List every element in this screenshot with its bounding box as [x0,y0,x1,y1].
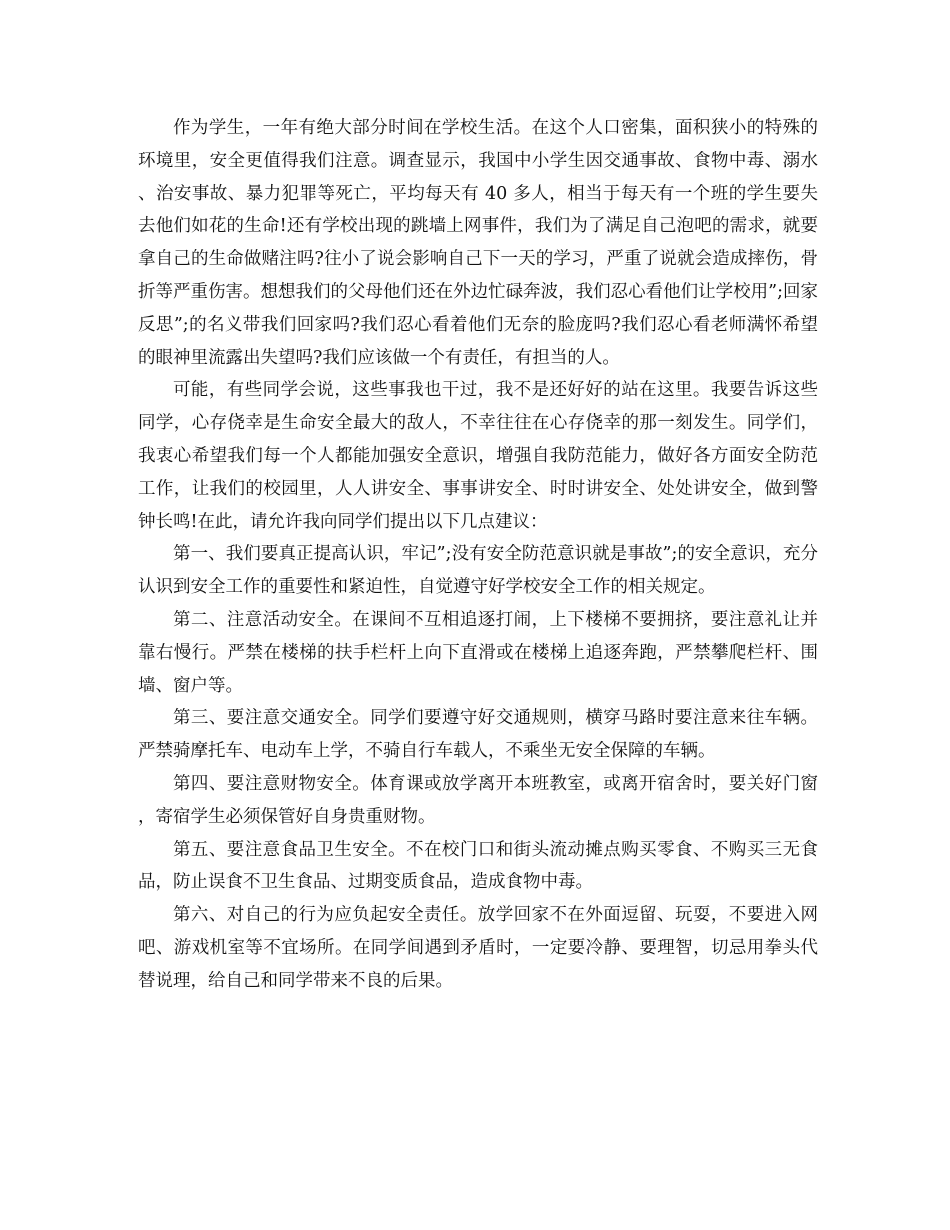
paragraph-7: 第五、要注意食品卫生安全。不在校门口和街头流动摊点购买零食、不购买三无食品，防止误食不卫生食品、过期变质食品，造成食物中毒。 [138,839,818,893]
paragraph-4: 第二、注意活动安全。在课间不互相追逐打闹，上下楼梯不要拥挤，要注意礼让并靠右慢行。严禁在楼梯的扶手栏杆上向下直滑或在楼梯上追逐奔跑，严禁攀爬栏杆、围墙、窗户等。 [138,609,818,696]
paragraph-8: 第六、对自己的行为应负起安全责任。放学回家不在外面逗留、玩耍，不要进入网吧、游戏机室等不宜场所。在同学间遇到矛盾时，一定要冷静、要理智，切忌用拳头代替说理，给自己和同学带来不良的后果。 [138,905,818,991]
paragraph-6: 第四、要注意财物安全。体育课或放学离开本班教室，或离开宿舍时，要关好门窗，寄宿学生必须保管好自身贵重财物。 [138,773,818,827]
paragraph-3: 第一、我们要真正提高认识，牢记”;没有安全防范意识就是事故”;的安全意识，充分认识到安全工作的重要性和紧迫性，自觉遵守好学校安全工作的相关规定。 [138,544,818,598]
document-body [138,112,818,998]
paragraph-2: 可能，有些同学会说，这些事我也干过，我不是还好好的站在这里。我要告诉这些同学，心存侥幸是生命安全最大的敌人，不幸往往在心存侥幸的那一刻发生。同学们，我衷心希望我们每一个人都能加强安全意识，增强自我防范能力，做好各方面安全防范工作，让我们的校园里，人人讲安全、事事讲安全、时时讲安全、处处讲安全，做到警钟长鸣!在此，请允许我向同学们提出以下几点建议： [138,380,818,532]
paragraph-5: 第三、要注意交通安全。同学们要遵守好交通规则，横穿马路时要注意来往车辆。严禁骑摩托车、电动车上学，不骑自行车载人，不乘坐无安全保障的车辆。 [138,708,818,762]
paragraph-1: 作为学生，一年有绝大部分时间在学校生活。在这个人口密集，面积狭小的特殊的环境里，安全更值得我们注意。调查显示，我国中小学生因交通事故、食物中毒、溺水、治安事故、暴力犯罪等死亡，平均每天有 40 多人，相当于每天有一个班的学生要失去他们如花的生命!还有学校出现的跳墙上网事件，我们为了满足自己泡吧的需求，就要拿自己的生命做赌注吗?往小了说会影响自己下一天的学习，严重了说就会造成摔伤，骨折等严重伤害。想想我们的父母他们还在外边忙碌奔波，我们忍心看他们让学校用”;回家反思”;的名义带我们回家吗?我们忍心看着他们无奈的脸庞吗?我们忍心看老师满怀希望的眼神里流露出失望吗?我们应该做一个有责任，有担当的人。 [138,118,818,368]
